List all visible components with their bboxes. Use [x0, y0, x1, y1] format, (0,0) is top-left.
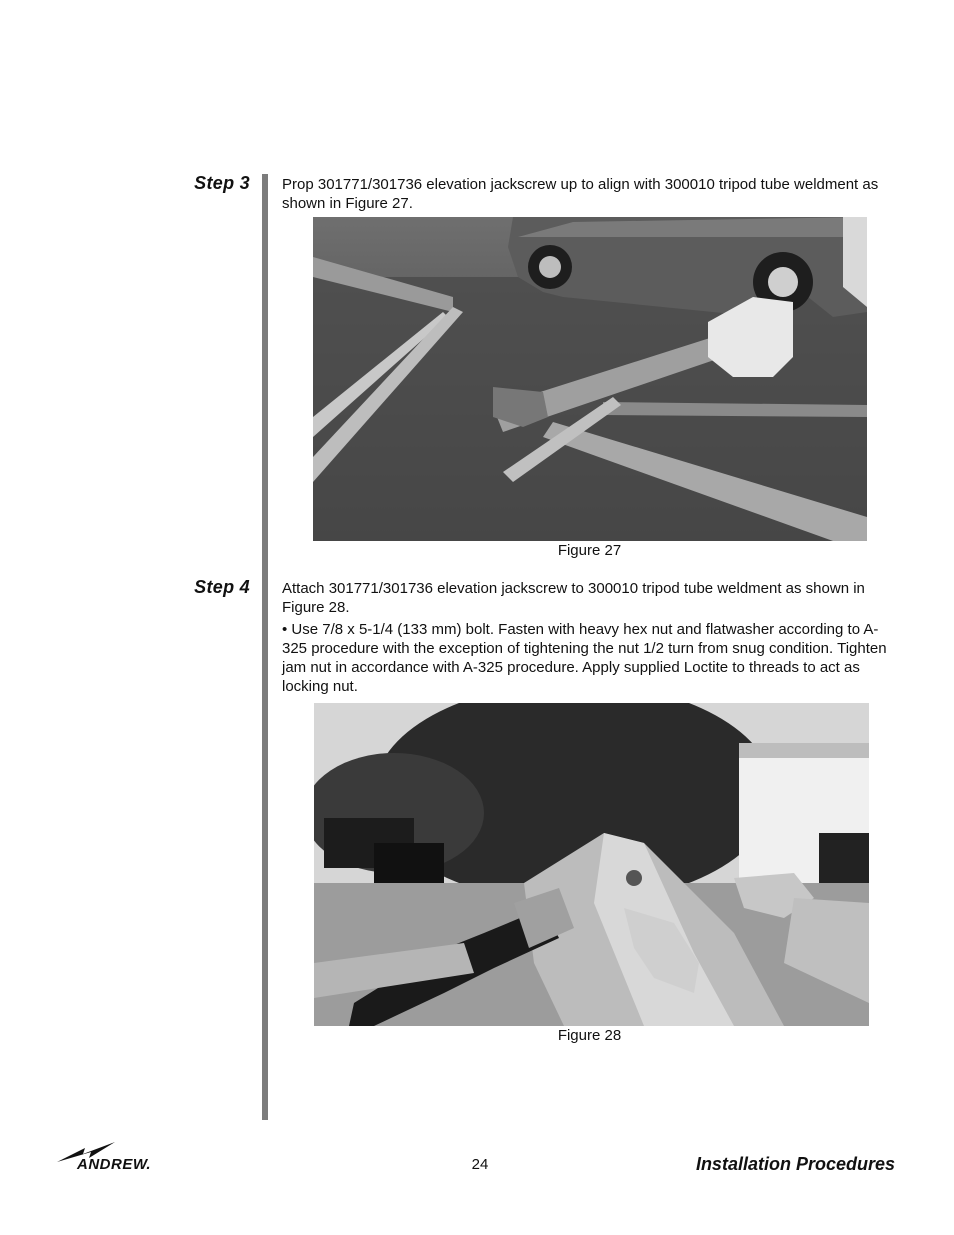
figure-28-photo [314, 703, 869, 1026]
margin-rule [262, 174, 268, 1120]
andrew-logo [55, 1140, 170, 1176]
step-3-text: Prop 301771/301736 elevation jackscrew up to align with 300010 tripod tube weldment as shown in Figure 27. [282, 176, 879, 212]
figure-27-caption: Figure 27 [557, 542, 622, 559]
page-number: 24 [471, 1156, 489, 1173]
figure-27-illustration [313, 217, 867, 541]
figure-28-illustration [314, 703, 869, 1026]
logo-text: ANDREW. [77, 1156, 152, 1173]
figure-28-caption: Figure 28 [557, 1027, 622, 1044]
step-3-label: Step 3 [194, 173, 250, 193]
step-4-label: Step 4 [194, 577, 250, 597]
section-title: Installation Procedures [695, 1154, 895, 1174]
step-4-text: Attach 301771/301736 elevation jackscrew to 300010 tripod tube weldment as shown in Figure 28. [282, 580, 865, 616]
step-4-bullet: • Use 7/8 x 5-1/4 (133 mm) bolt. Fasten with heavy hex nut and flatwasher according to A-325 procedure with the exception of tightening the nut 1/2 turn from snug condition. Tighten jam nut in accordance with A-325 procedure. Apply supplied Loctite to threads to act as locking nut. [282, 621, 887, 695]
figure-27-photo [313, 217, 867, 541]
